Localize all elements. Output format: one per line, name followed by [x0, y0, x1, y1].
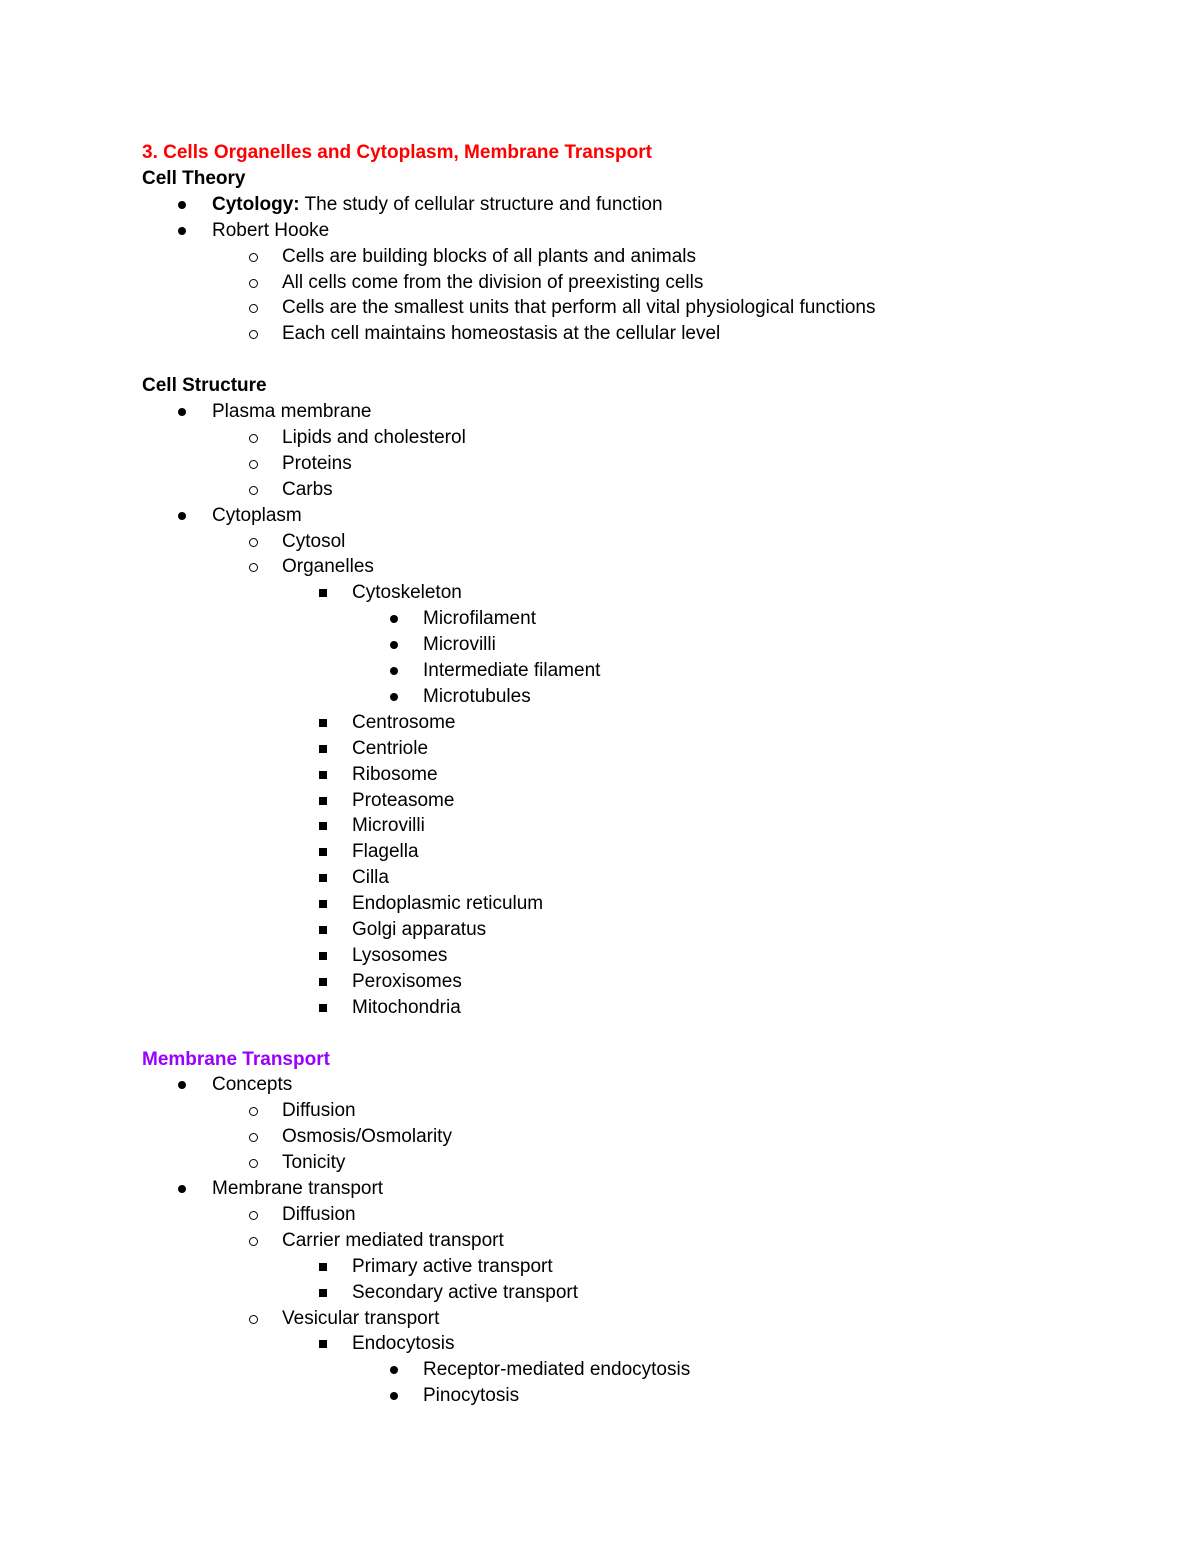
bullet-disc-icon	[178, 1185, 186, 1193]
list-item-text: Organelles	[282, 556, 374, 578]
bullet-square-icon	[319, 797, 327, 805]
bullet-disc-icon	[390, 615, 398, 623]
list-item-text: Membrane transport	[212, 1178, 384, 1199]
list-item-text: Carbs	[282, 478, 333, 500]
bullet-disc-icon	[178, 227, 186, 235]
bullet-circle-icon	[249, 460, 258, 469]
list-item-text: Osmosis/Osmolarity	[282, 1126, 452, 1148]
list-item-text: Peroxisomes	[352, 970, 462, 992]
bullet-circle-icon	[249, 486, 258, 495]
bullet-circle-icon	[249, 279, 258, 288]
bullet-square-icon	[319, 900, 327, 908]
bullet-circle-icon	[249, 1237, 258, 1246]
bullet-circle-icon	[249, 304, 258, 313]
list-item-text: Diffusion	[282, 1100, 356, 1122]
bullet-circle-icon	[249, 330, 258, 339]
bullet-square-icon	[319, 1004, 327, 1012]
list-item-text: Plasma membrane	[212, 401, 372, 422]
list-item-text: All cells come from the division of preexisting cells	[282, 271, 704, 293]
list-item-text: Robert Hooke	[212, 219, 330, 241]
list-item-text: Proteasome	[352, 789, 455, 811]
bullet-circle-icon	[249, 1159, 258, 1168]
bullet-square-icon	[319, 874, 327, 882]
list-item-text: Microvilli	[423, 634, 496, 656]
list-item-text: Lipids and cholesterol	[282, 426, 466, 448]
list-item-text: Cells are the smallest units that perform all vital physiological functions	[282, 297, 876, 319]
list-item-text: Cytosol	[282, 530, 346, 552]
list-item-text: Carrier mediated transport	[282, 1229, 504, 1251]
bullet-disc-icon	[178, 1081, 186, 1089]
bullet-disc-icon	[390, 693, 398, 701]
bullet-square-icon	[319, 745, 327, 753]
list-item-text: Cilla	[352, 867, 389, 889]
list-item-text: Flagella	[352, 841, 419, 863]
bullet-circle-icon	[249, 253, 258, 262]
bullet-disc-icon	[390, 667, 398, 675]
bullet-circle-icon	[249, 1107, 258, 1116]
bullet-square-icon	[319, 771, 327, 779]
list-item-text: Pinocytosis	[423, 1385, 520, 1407]
document-title: 3. Cells Organelles and Cytoplasm, Membrane Transport	[142, 142, 652, 163]
term-definition: The study of cellular structure and function	[299, 193, 663, 215]
list-item-text: Mitochondria	[352, 996, 461, 1018]
section-heading: Membrane Transport	[142, 1048, 330, 1070]
list-item-text: Golgi apparatus	[352, 919, 487, 940]
list-item-text: Diffusion	[282, 1203, 356, 1225]
bullet-circle-icon	[249, 563, 258, 572]
bullet-square-icon	[319, 719, 327, 727]
bullet-circle-icon	[249, 538, 258, 547]
list-item-text: Primary active transport	[352, 1255, 553, 1277]
bullet-circle-icon	[249, 434, 258, 443]
list-item-text: Endocytosis	[352, 1333, 455, 1355]
list-item-text: Microvilli	[352, 815, 425, 837]
list-item-text: Receptor-mediated endocytosis	[423, 1359, 691, 1381]
list-item-text: Cytoplasm	[212, 504, 302, 526]
bullet-square-icon	[319, 1263, 327, 1271]
list-item-text: Centrosome	[352, 711, 456, 733]
list-item-text: Endoplasmic reticulum	[352, 893, 544, 915]
list-item-text: Cells are building blocks of all plants and animals	[282, 245, 697, 267]
list-item-text: Each cell maintains homeostasis at the cellular level	[282, 323, 721, 345]
bullet-square-icon	[319, 822, 327, 830]
bullet-square-icon	[319, 589, 327, 597]
bullet-square-icon	[319, 848, 327, 856]
bullet-square-icon	[319, 1340, 327, 1348]
term-label: Cytology:	[212, 193, 300, 215]
list-item-text: Secondary active transport	[352, 1281, 579, 1303]
list-item-text: Centriole	[352, 737, 429, 759]
section-heading: Cell Structure	[142, 375, 267, 397]
bullet-disc-icon	[390, 1366, 398, 1374]
bullet-disc-icon	[390, 1392, 398, 1400]
list-item-text: Lysosomes	[352, 944, 448, 966]
list-item-text: Ribosome	[352, 763, 438, 785]
list-item-text: Microtubules	[423, 685, 531, 707]
bullet-disc-icon	[178, 408, 186, 416]
bullet-circle-icon	[249, 1315, 258, 1324]
list-item-text: Microfilament	[423, 608, 536, 630]
bullet-circle-icon	[249, 1133, 258, 1142]
bullet-square-icon	[319, 1289, 327, 1297]
bullet-disc-icon	[178, 201, 186, 209]
bullet-square-icon	[319, 978, 327, 986]
section-heading: Cell Theory	[142, 167, 246, 189]
list-item-text: Vesicular transport	[282, 1307, 440, 1329]
bullet-disc-icon	[178, 512, 186, 520]
list-item-text	[212, 194, 663, 216]
bullet-square-icon	[319, 952, 327, 960]
bullet-disc-icon	[390, 641, 398, 649]
bullet-circle-icon	[249, 1211, 258, 1220]
list-item-text: Concepts	[212, 1074, 293, 1096]
list-item-text: Proteins	[282, 452, 352, 474]
list-item-text: Cytoskeleton	[352, 582, 462, 604]
list-item-text: Tonicity	[282, 1152, 346, 1174]
bullet-square-icon	[319, 926, 327, 934]
list-item-text: Intermediate filament	[423, 660, 601, 681]
